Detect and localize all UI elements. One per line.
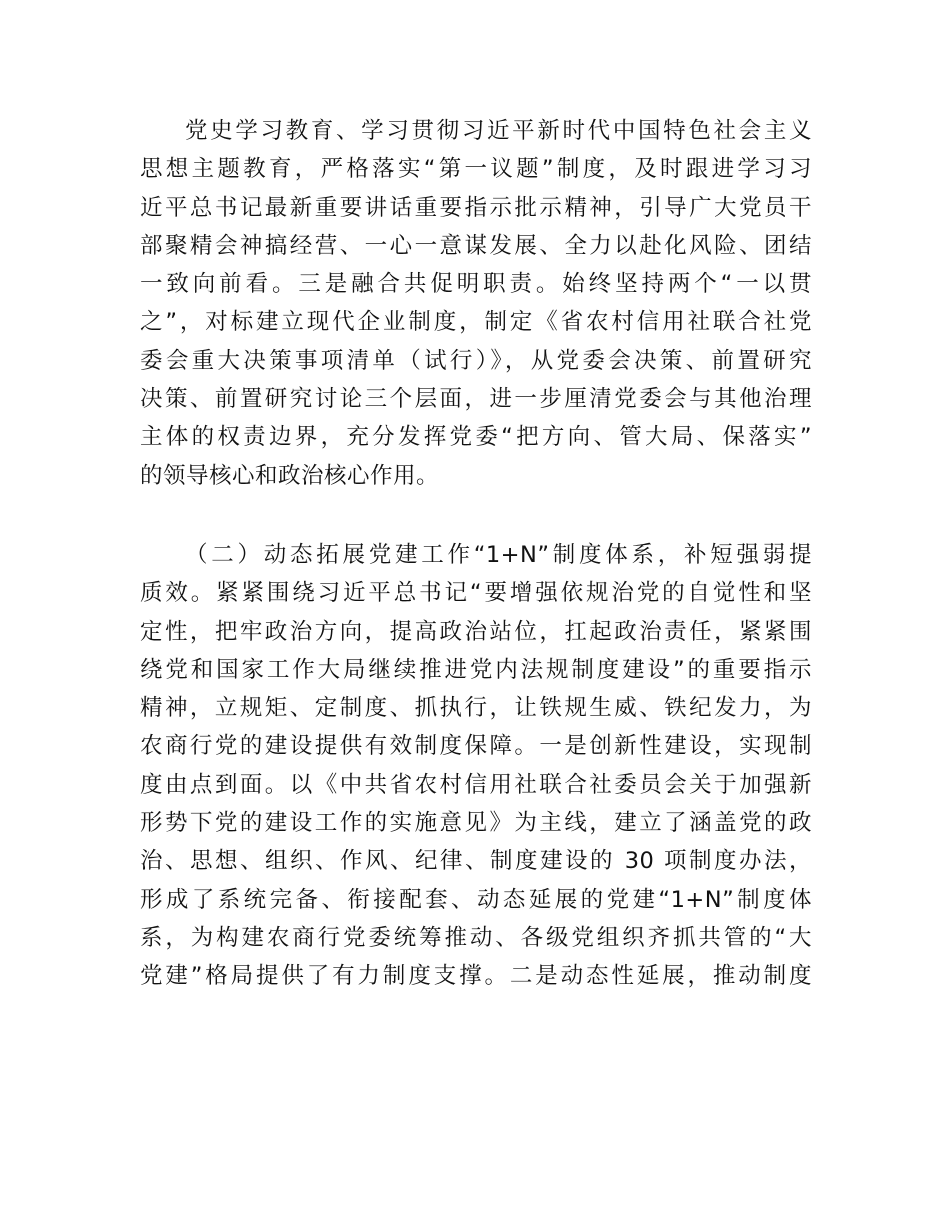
paragraph-line: 党建”格局提供了有力制度支撑。二是动态性延展，推动制度 — [140, 963, 812, 990]
paragraph-line: 委会重大决策事项清单（试行）》，从党委会决策、前置研究 — [140, 347, 812, 374]
paragraph-line: 系，为构建农商行党委统筹推动、各级党组织齐抓共管的“大 — [140, 924, 812, 951]
paragraph-line: 度由点到面。以《中共省农村信用社联合社委员会关于加强新 — [140, 771, 812, 798]
paragraph-line: 决策、前置研究讨论三个层面，进一步厘清党委会与其他治理 — [140, 386, 812, 413]
paragraph-line: 农商行党的建设提供有效制度保障。一是创新性建设，实现制 — [140, 733, 812, 760]
paragraph-line: 绕党和国家工作大局继续推进党内法规制度建设”的重要指示 — [140, 656, 812, 683]
paragraph-party-history-education — [140, 112, 812, 495]
paragraph-line: 定性，把牢政治方向，提高政治站位，扛起政治责任，紧紧围 — [140, 618, 812, 645]
paragraph-line: 部聚精会神搞经营、一心一意谋发展、全力以赴化风险、团结 — [140, 232, 812, 259]
paragraph-line: （二）动态拓展党建工作“1+N”制度体系，补短强弱提 — [185, 542, 812, 568]
paragraph-line: 精神，立规矩、定制度、抓执行，让铁规生威、铁纪发力，为 — [140, 695, 812, 722]
paragraph-line: 主体的权责边界，充分发挥党委“把方向、管大局、保落实” — [140, 424, 812, 451]
paragraph-line: 形势下党的建设工作的实施意见》为主线，建立了涵盖党的政 — [140, 810, 812, 837]
paragraph-line: 的领导核心和政治核心作用。 — [140, 462, 440, 489]
paragraph-line: 形成了系统完备、衔接配套、动态延展的党建“1+N”制度体 — [140, 886, 812, 913]
paragraph-line: 治、思想、组织、作风、纪律、制度建设的 30 项制度办法， — [140, 848, 812, 875]
paragraph-line: 一致向前看。三是融合共促明职责。始终坚持两个“一以贯 — [140, 271, 812, 298]
paragraph-1plusN-system — [140, 536, 812, 996]
paragraph-line: 党史学习教育、学习贯彻习近平新时代中国特色社会主义 — [185, 118, 812, 144]
paragraph-line: 思想主题教育，严格落实“第一议题”制度，及时跟进学习习 — [140, 156, 812, 183]
paragraph-line: 近平总书记最新重要讲话重要指示批示精神，引导广大党员干 — [140, 194, 812, 221]
paragraph-line: 之”，对标建立现代企业制度，制定《省农村信用社联合社党 — [140, 309, 812, 336]
paragraph-line: 质效。紧紧围绕习近平总书记“要增强依规治党的自觉性和坚 — [140, 580, 812, 607]
